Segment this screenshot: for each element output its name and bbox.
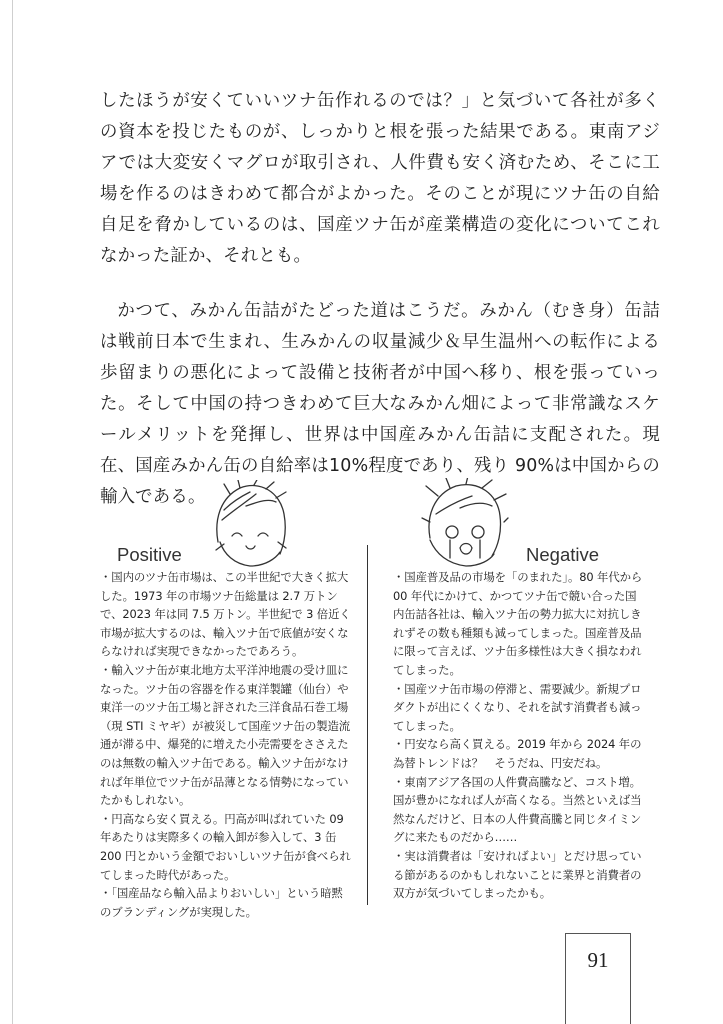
negative-item: ・東南アジア各国の人件費高騰など、コスト増。国が豊かになれば人が高くなる。当然といえば当然なんだけど、日本の人件費高騰と同じタイミングに来たものだから…… <box>393 774 642 845</box>
happy-character-illustration <box>210 480 290 570</box>
positive-item: ・円高なら安く買える。円高が叫ばれていた 09 年あたりは実際多くの輸入卸が参入して、3 缶 200 円とかいう金額でおいしいツナ缶が食べられてしまった時代があった。 <box>100 811 351 882</box>
page-number: 91 <box>587 948 609 972</box>
negative-item: ・円安なら高く買える。2019 年から 2024 年の為替トレンドは？ そうだね、円安だね。 <box>393 737 642 770</box>
negative-heading: Negative <box>526 544 600 565</box>
negative-column <box>393 568 645 903</box>
positive-heading: Positive <box>117 544 182 565</box>
page-edge-line <box>12 0 13 1024</box>
main-body-text <box>100 86 660 513</box>
page-number-box <box>565 933 631 1024</box>
positive-column <box>100 568 352 921</box>
positive-item: ・輸入ツナ缶が東北地方太平洋沖地震の受け皿になった。ツナ缶の容器を作る東洋製罐（仙台）や東洋一のツナ缶工場と評された三洋食品石巻工場（現 STI ミヤギ）が被災して国産ツナ缶の製造流通が滞る中、爆発的に増えた小売需要をささえたのは無数の輸入ツナ缶である。輸入ツナ缶がなければ年単位でツナ缶が品薄となる情勢になっていたかもしれない。 <box>100 662 351 808</box>
positive-item: ・国内のツナ缶市場は、この半世紀で大きく拡大した。1973 年の市場ツナ缶総量は 2.7 万トンで、2023 年は同 7.5 万トン。半世紀で 3 倍近く市場が拡大するのは、輸入ツナ缶で底値が安くならなければ実現できなかったであろう。 <box>100 570 351 659</box>
positive-item: ・「国産品なら輸入品よりおいしい」という暗黙のブランディングが実現した。 <box>100 886 343 919</box>
body-paragraph-1: したほうが安くていいツナ缶作れるのでは？」と気づいて各社が多くの資本を投じたものが、しっかりと根を張った結果である。東南アジアでは大変安くマグロが取引され、人件費も安く済むため、そこに工場を作るのはきわめて都合がよかった。そのことが現にツナ缶の自給自足を脅かしているのは、国産ツナ缶が産業構造の変化についてこれなかった証か、それとも。 <box>100 91 660 266</box>
negative-item: ・実は消費者は「安ければよい」とだけ思っている節があるのかもしれないことに業界と消費者の双方が気づいてしまったかも。 <box>393 848 642 901</box>
negative-item: ・国産普及品の市場を「のまれた」。80 年代から 00 年代にかけて、かつてツナ缶で競い合った国内缶詰各社は、輸入ツナ缶の勢力拡大に対抗しきれずその数も種類も減ってしまった。国産普及品に限って言えば、ツナ缶多様性は大きく損なわれてしまった。 <box>393 570 643 677</box>
column-divider <box>367 545 368 905</box>
crying-character-illustration <box>420 478 510 568</box>
negative-item: ・国産ツナ缶市場の停滞と、需要減少。新規プロダクトが出にくくなり、それを試す消費者も減ってしまった。 <box>393 681 642 733</box>
body-paragraph-2: かつて、みかん缶詰がたどった道はこうだ。みかん（むき身）缶詰は戦前日本で生まれ、生みかんの収量減少＆早生温州への転作による歩留まりの悪化によって設備と技術者が中国へ移り、根を張っていった。そして中国の持つきわめて巨大なみかん畑によって非常識なスケールメリットを発揮し、世界は中国産みかん缶詰に支配された。現在、国産みかん缶の自給率は10%程度であり、残り 90%は中国からの輸入である。 <box>100 301 660 507</box>
